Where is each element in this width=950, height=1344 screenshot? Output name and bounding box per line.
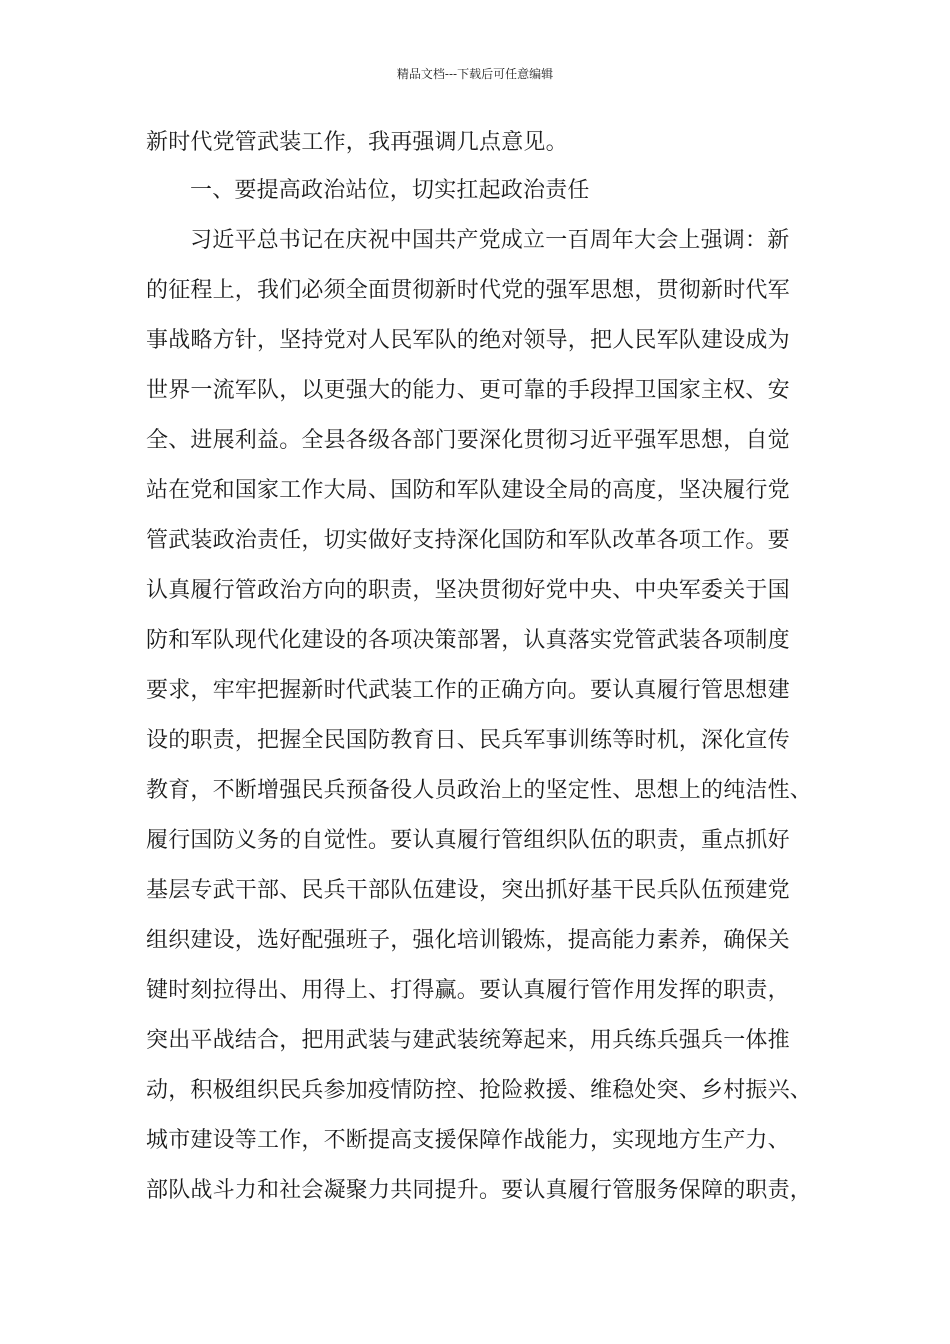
text-line: 站在党和国家工作大局、国防和军队建设全局的高度，坚决履行党	[146, 478, 790, 503]
text-line: 世界一流军队，以更强大的能力、更可靠的手段捍卫国家主权、安	[146, 378, 790, 403]
text-line: 认真履行管政治方向的职责，坚决贯彻好党中央、中央军委关于国	[146, 578, 790, 603]
text-line: 设的职责，把握全民国防教育日、民兵军事训练等时机，深化宣传	[146, 728, 790, 753]
text-line: 基层专武干部、民兵干部队伍建设，突出抓好基干民兵队伍预建党	[146, 878, 790, 903]
text-line: 新时代党管武装工作，我再强调几点意见。	[146, 130, 568, 155]
text-line: 全、进展利益。全县各级各部门要深化贯彻习近平强军思想，自觉	[146, 428, 790, 453]
section-heading: 一、要提高政治站位，切实扛起政治责任	[190, 178, 590, 203]
text-line: 部队战斗力和社会凝聚力共同提升。要认真履行管服务保障的职责，	[146, 1178, 813, 1203]
text-line: 动，积极组织民兵参加疫情防控、抢险救援、维稳处突、乡村振兴、	[146, 1078, 813, 1103]
text-line: 的征程上，我们必须全面贯彻新时代党的强军思想，贯彻新时代军	[146, 278, 790, 303]
text-line: 突出平战结合，把用武装与建武装统筹起来，用兵练兵强兵一体推	[146, 1028, 790, 1053]
text-line: 履行国防义务的自觉性。要认真履行管组织队伍的职责，重点抓好	[146, 828, 790, 853]
text-line: 管武装政治责任，切实做好支持深化国防和军队改革各项工作。要	[146, 528, 790, 553]
text-line: 组织建设，选好配强班子，强化培训锻炼，提高能力素养，确保关	[146, 928, 790, 953]
text-line: 要求，牢牢把握新时代武装工作的正确方向。要认真履行管思想建	[146, 678, 790, 703]
text-line: 教育，不断增强民兵预备役人员政治上的坚定性、思想上的纯洁性、	[146, 778, 813, 803]
text-line: 事战略方针，坚持党对人民军队的绝对领导，把人民军队建设成为	[146, 328, 790, 353]
text-line: 防和军队现代化建设的各项决策部署，认真落实党管武装各项制度	[146, 628, 790, 653]
text-line: 城市建设等工作，不断提高支援保障作战能力，实现地方生产力、	[146, 1128, 790, 1153]
paragraph-first-line: 习近平总书记在庆祝中国共产党成立一百周年大会上强调：新	[190, 228, 790, 253]
page-header: 精品文档---下载后可任意编辑	[396, 67, 554, 81]
text-line: 键时刻拉得出、用得上、打得赢。要认真履行管作用发挥的职责，	[146, 978, 790, 1003]
